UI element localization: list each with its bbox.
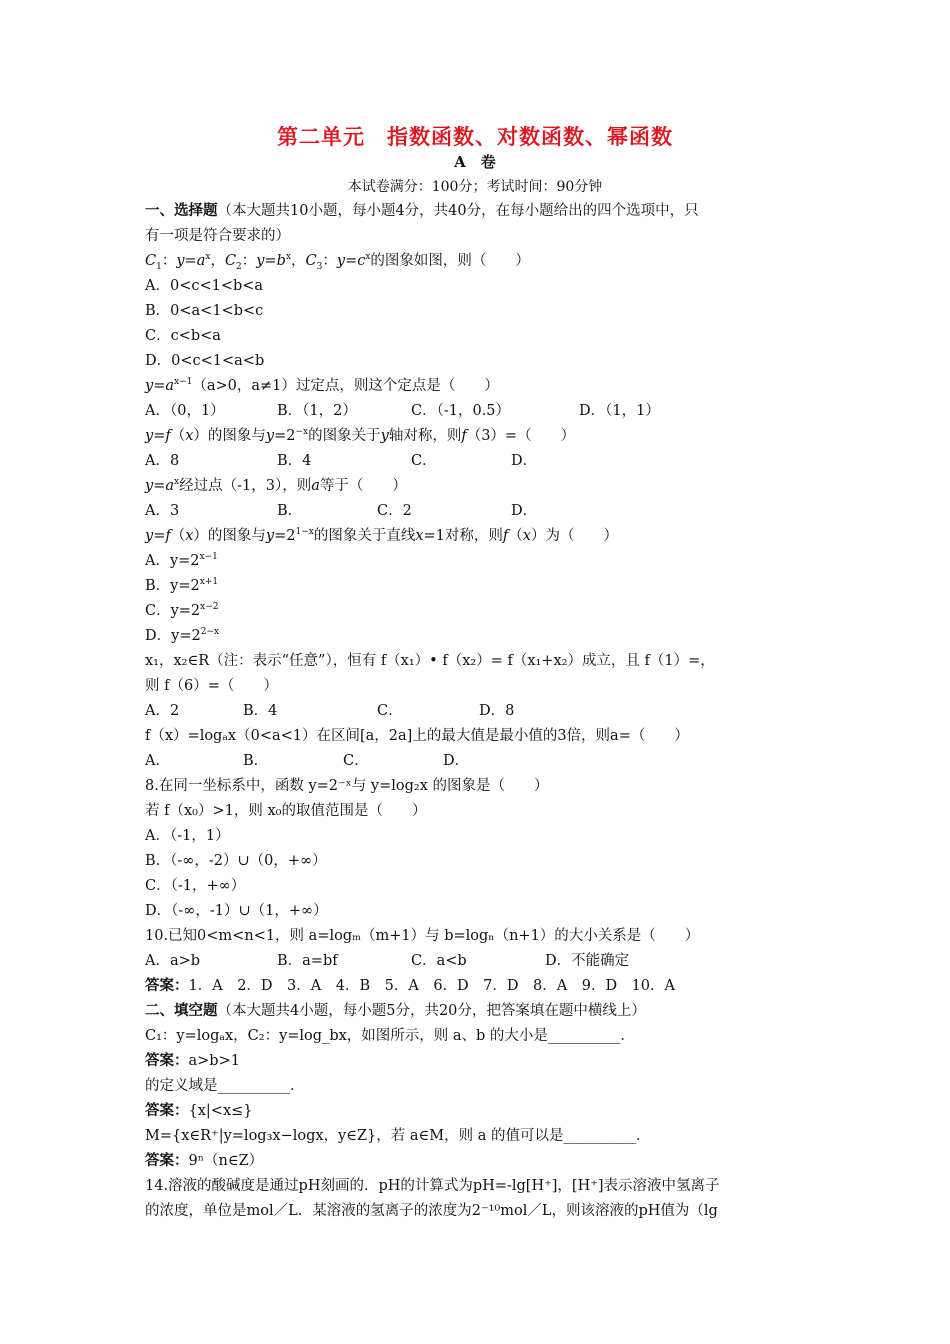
question-3-text-d: （3）=（ ） bbox=[466, 428, 576, 444]
question-7-option-d: D． bbox=[443, 753, 470, 769]
question-1-option-c: C．c<b<a bbox=[145, 328, 221, 344]
question-6-option-b: B．4 bbox=[243, 703, 278, 719]
question-10-option-d: D．不能确定 bbox=[545, 953, 630, 969]
question-2-stem-text: （a>0，a≠1）过定点，则这个定点是（ ） bbox=[192, 378, 499, 394]
question-1-option-a: A．0<c<1<b<a bbox=[145, 278, 264, 294]
question-5-text-d: 为（ ） bbox=[545, 528, 618, 544]
section-choice-desc: （本大题共10小题，每小题4分，共40分，在每小题给出的四个选项中，只 bbox=[217, 203, 699, 219]
question-3-text-a: 的图象与 bbox=[207, 428, 266, 444]
question-5-stem: y=f（x）的图象与$y=2^{1-x}$的图象关于直线x=1对称，则f（x）为（ ） bbox=[145, 527, 618, 544]
question-7-option-c: C． bbox=[343, 753, 369, 769]
question-9-option-b: B．（-∞，-2）∪（0，+∞） bbox=[145, 853, 327, 869]
question-3-option-b: B．4 bbox=[277, 453, 312, 469]
section-choice-header bbox=[145, 201, 699, 221]
section-fill-desc: （本大题共4小题，每小题5分，共20分，把答案填在题中横线上） bbox=[217, 1003, 646, 1019]
question-2-options bbox=[145, 401, 845, 421]
question-5-option-b-exp: x+1 bbox=[199, 577, 219, 588]
question-8-stem: 8.在同一坐标系中，函数 y=2⁻ˣ与 y=log₂x 的图象是（ ） bbox=[145, 778, 549, 794]
question-14-stem-2: 的浓度，单位是mol／L．某溶液的氢离子的浓度为2⁻¹⁰mol／L，则该溶液的pH值为（lg bbox=[145, 1203, 718, 1219]
question-6-option-a: A．2 bbox=[145, 703, 180, 719]
question-13-stem: M={x∈R⁺|y=log₃x−logx，y∈Z}，若 a∈M，则 a 的值可以是__________． bbox=[145, 1128, 651, 1144]
question-3-options bbox=[145, 451, 845, 471]
question-5-option-c-exp: x−2 bbox=[200, 602, 219, 613]
question-9-option-c: C．（-1，+∞） bbox=[145, 878, 246, 894]
question-5-option-d bbox=[145, 626, 219, 646]
question-4-option-d: D． bbox=[511, 503, 538, 519]
question-2-option-d: D．（1，1） bbox=[579, 403, 660, 419]
section-choice-desc-2: 有一项是符合要求的） bbox=[145, 228, 290, 244]
page-title: 第二单元 指数函数、对数函数、幂函数 bbox=[277, 125, 673, 149]
question-6-stem-1: x₁，x₂∈R（注：表示“任意”），恒有 f（x₁）• f（x₂）= f（x₁+x₂）成立，且 f（1）=， bbox=[145, 653, 715, 669]
question-3-text-c: 轴对称，则 bbox=[388, 428, 462, 444]
question-1-option-b: B．0<a<1<b<c bbox=[145, 303, 264, 319]
question-3-stem: y=f（x）的图象与$y=2^{-x}$的图象关于y轴对称，则f（3）=（ ） bbox=[145, 427, 576, 444]
question-10-options bbox=[145, 951, 845, 971]
question-2-option-b: B．（1，2） bbox=[277, 403, 357, 419]
answers-choice-text: 1．A 2．D 3．A 4．B 5．A 6．D 7．D 8．A 9．D 10．A bbox=[188, 978, 675, 994]
question-2-option-a: A．（0，1） bbox=[145, 403, 225, 419]
question-4-stem: $y=a^x$经过点（-1，3），则a等于（ ） bbox=[145, 477, 407, 494]
answer-13 bbox=[145, 1151, 263, 1171]
question-10-stem: 10.已知0<m<n<1，则 a=logₘ（m+1）与 b=logₙ（n+1）的大小关系是（ ） bbox=[145, 928, 700, 944]
question-9-option-a: A．（-1，1） bbox=[145, 828, 230, 844]
question-4-option-c: C．2 bbox=[377, 503, 412, 519]
answers-choice bbox=[145, 976, 675, 996]
question-5-text-b: 的图象关于直线 bbox=[313, 528, 416, 544]
answer-12-text: {x|<x≤} bbox=[188, 1103, 253, 1119]
question-4-text-b: 等于（ ） bbox=[319, 478, 407, 494]
question-5-option-c bbox=[145, 601, 219, 621]
question-5-option-b bbox=[145, 576, 218, 596]
section-choice-title: 一、选择题 bbox=[145, 202, 218, 219]
question-1-option-d: D．0<c<1<a<b bbox=[145, 353, 265, 369]
question-6-stem-2: 则 f（6）=（ ） bbox=[145, 678, 278, 694]
question-14-stem-1: 14.溶液的酸碱度是通过pH刻画的．pH的计算式为pH=-lg[H⁺]，[H⁺]表示溶液中氢离子 bbox=[145, 1178, 720, 1194]
question-4-option-a: A．3 bbox=[145, 503, 180, 519]
question-9-stem: 若 f（x₀）>1，则 x₀的取值范围是（ ） bbox=[145, 803, 427, 819]
answer-label: 答案： bbox=[145, 1102, 189, 1119]
answer-12 bbox=[145, 1101, 253, 1121]
question-10-option-c: C．a<b bbox=[411, 953, 467, 969]
question-1-stem: $C_1$：$y=a^x$，$C_2$：$y=b^x$，$C_3$：$y=c^x$的图象如图，则（ ） bbox=[145, 252, 530, 272]
question-5-option-b-text: B．y=2 bbox=[145, 578, 200, 594]
question-3-option-c: C． bbox=[411, 453, 437, 469]
question-10-option-b: B．a=bf bbox=[277, 953, 338, 969]
question-7-option-b: B． bbox=[243, 753, 269, 769]
question-5-option-c-text: C．y=2 bbox=[145, 603, 201, 619]
question-5-option-a bbox=[145, 551, 218, 571]
question-6-option-d: D．8 bbox=[479, 703, 515, 719]
question-11-stem: C₁：y=logₐx，C₂：y=log_bx，如图所示，则 a、b 的大小是__________． bbox=[145, 1028, 635, 1044]
answer-label: 答案： bbox=[145, 1052, 189, 1069]
question-7-stem: f（x）=logₐx（0<a<1）在区间[a，2a]上的最大值是最小值的3倍，则a=（ ） bbox=[145, 728, 689, 744]
question-3-text-b: 的图象关于 bbox=[308, 428, 381, 444]
question-5-option-d-exp: 2−x bbox=[200, 627, 220, 638]
question-3-option-a: A．8 bbox=[145, 453, 180, 469]
answer-11 bbox=[145, 1051, 240, 1071]
question-5-option-a-exp: x−1 bbox=[199, 552, 218, 563]
answer-label: 答案： bbox=[145, 1152, 189, 1169]
question-3-option-d: D． bbox=[511, 453, 538, 469]
question-4-options bbox=[145, 501, 845, 521]
question-10-option-a: A．a>b bbox=[145, 953, 201, 969]
answer-13-text: 9ⁿ（n∈Z） bbox=[188, 1153, 264, 1169]
question-6-options bbox=[145, 701, 845, 721]
question-1-stem-text: 的图象如图，则（ ） bbox=[370, 253, 530, 269]
section-fill-title: 二、填空题 bbox=[145, 1002, 218, 1019]
question-4-text-a: 经过点（-1，3），则 bbox=[179, 478, 312, 494]
question-2-option-c: C．（-1，0.5） bbox=[411, 403, 511, 419]
question-7-option-a: A． bbox=[145, 753, 170, 769]
question-5-option-a-text: A．y=2 bbox=[145, 553, 200, 569]
question-5-text-c: =1对称，则 bbox=[423, 528, 503, 544]
answer-11-text: a>b>1 bbox=[188, 1053, 240, 1069]
page-subtitle: A 卷 bbox=[454, 153, 496, 171]
section-fill-header bbox=[145, 1001, 646, 1021]
question-4-option-b: B． bbox=[277, 503, 303, 519]
question-12-stem: 的定义域是__________． bbox=[145, 1078, 305, 1094]
exam-info: 本试卷满分：100分；考试时间：90分钟 bbox=[347, 179, 603, 195]
question-6-option-c: C． bbox=[377, 703, 403, 719]
question-2-stem: $y=a^{x-1}(a>0$，a≠1）过定点，则这个定点是（ ） bbox=[145, 377, 499, 394]
question-7-options bbox=[145, 751, 845, 771]
question-5-option-d-text: D．y=2 bbox=[145, 628, 201, 644]
answers-label: 答案： bbox=[145, 977, 189, 994]
question-5-text-a: 的图象与 bbox=[207, 528, 266, 544]
question-9-option-d: D．（-∞，-1）∪（1，+∞） bbox=[145, 903, 328, 919]
